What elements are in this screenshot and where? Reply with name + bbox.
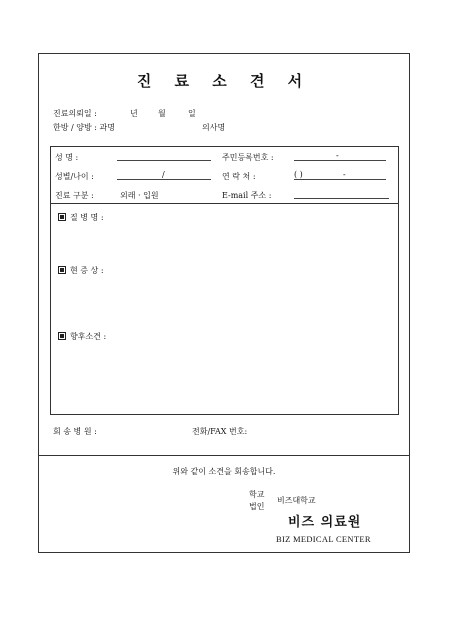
contact-field-line[interactable] (294, 179, 386, 180)
university-name: 비즈대학교 (277, 496, 316, 505)
medical-center-english: BIZ MEDICAL CENTER (276, 534, 371, 544)
visit-date-label: 진료의뢰일 : (53, 109, 97, 118)
day-label: 일 (188, 109, 196, 118)
checkbox-icon (58, 213, 66, 221)
checkbox-icon (58, 332, 66, 340)
section-divider (50, 203, 399, 204)
resident-number-label: 주민등록번호 : (222, 153, 274, 162)
symptoms-section (58, 265, 104, 276)
medical-center-name: 비즈 의료원 (288, 515, 362, 530)
name-label: 성 명 : (55, 153, 79, 162)
document-title: 진 료 소 견 서 (136, 72, 312, 90)
doctor-label: 의사명 (202, 123, 226, 132)
email-field-line[interactable] (294, 198, 389, 199)
gender-age-slash: / (162, 170, 165, 179)
contact-area-code: ( ) (294, 170, 303, 179)
patient-info-box (50, 146, 399, 415)
statement-text: 위와 같이 소견을 회송합니다. (172, 467, 276, 476)
symptoms-label: 현 증 상 : (70, 266, 104, 275)
visit-type-label: 진료 구분 : (55, 191, 94, 200)
corporation-label-1: 학교 (249, 490, 265, 499)
opinion-section (58, 331, 106, 342)
gender-age-field-line[interactable] (117, 179, 211, 180)
gender-age-label: 성별/나이 : (55, 172, 94, 181)
diagnosis-section (58, 212, 104, 223)
corporation-label-2: 법인 (249, 502, 265, 511)
checkbox-icon (58, 266, 66, 274)
opinion-label: 향후소견 : (70, 332, 107, 341)
month-label: 월 (158, 109, 166, 118)
resident-number-dash: - (336, 151, 339, 160)
contact-dash: - (343, 170, 346, 179)
diagnosis-label: 질 병 명 : (70, 213, 104, 222)
year-label: 년 (130, 109, 138, 118)
phone-fax-label: 전화/FAX 번호: (192, 427, 248, 436)
reply-hospital-label: 회 송 병 원 : (53, 427, 97, 436)
contact-label: 연 락 처 : (222, 172, 256, 181)
resident-number-field-line[interactable] (294, 160, 386, 161)
footer-divider (38, 455, 410, 456)
department-label: 한방 / 양방 : 과명 (53, 123, 115, 132)
name-field-line[interactable] (117, 160, 211, 161)
email-label: E-mail 주소 : (222, 191, 272, 200)
visit-type-value: 외래 · 입원 (120, 191, 159, 200)
